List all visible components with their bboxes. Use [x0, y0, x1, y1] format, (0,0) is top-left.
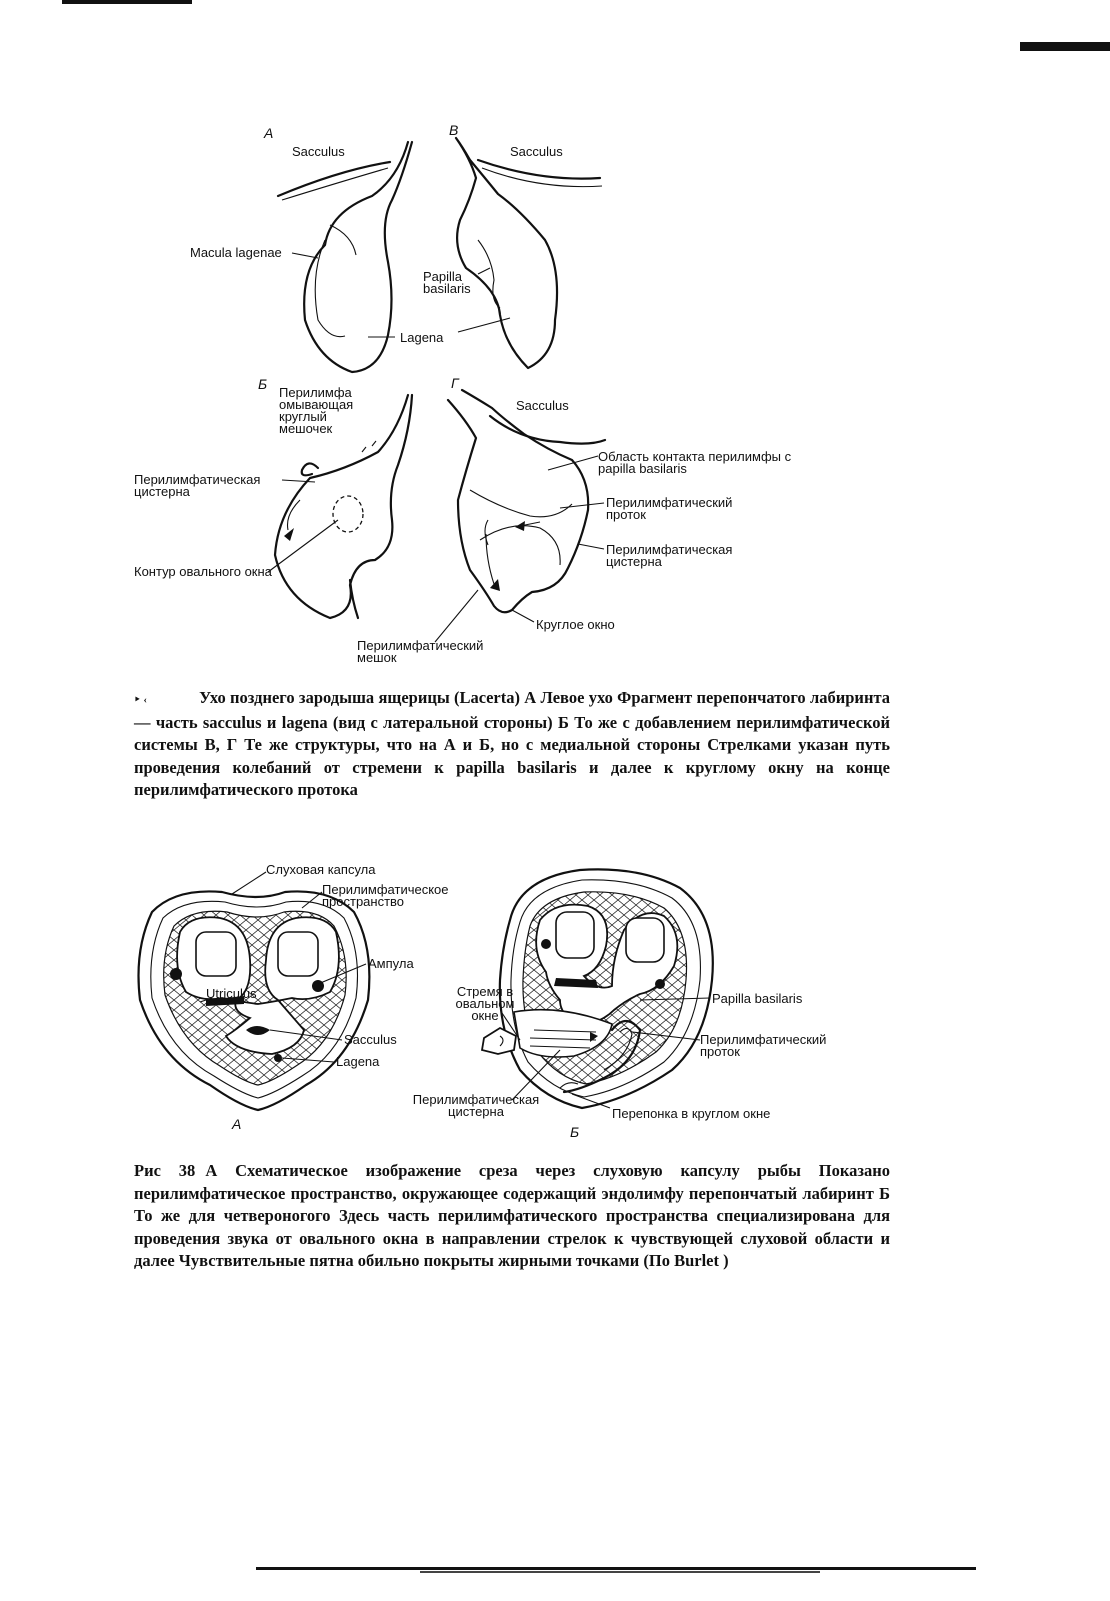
scan-edge-bottom-2 — [420, 1571, 820, 1573]
label-papilla-basilaris-2: Papilla basilaris — [712, 991, 803, 1006]
label-macula-lagenae: Macula lagenae — [190, 245, 282, 260]
label-ampulla: Ампула — [368, 956, 414, 971]
label-perilymph-sac: Перилимфатический мешок — [357, 638, 484, 665]
label-perilymph-duct-g: Перилимфатический проток — [606, 495, 733, 522]
label-round-window-membrane: Перепонка в круглом окне — [612, 1106, 771, 1121]
label-auditory-capsule: Слуховая капсула — [266, 862, 376, 877]
label-perilymph-cistern-b: Перилимфатическая цистерна — [134, 472, 261, 499]
panel-label-a-2: А — [232, 1116, 242, 1132]
figure-2-caption — [134, 1160, 890, 1273]
label-papilla-basilaris: Papilla basilaris — [423, 269, 471, 296]
label-utriculus: Utriculus — [206, 986, 257, 1001]
label-sacculus-g: Sacculus — [516, 398, 569, 413]
label-lagena: Lagena — [400, 330, 444, 345]
caption-1-marker: ‣ ‹ — [134, 694, 148, 706]
label-round-window: Круглое окно — [536, 617, 615, 632]
label-oval-window-outline: Контур овального окна — [134, 564, 272, 579]
label-sacculus: Sacculus — [344, 1032, 397, 1047]
caption-2-fig-no: Рис 38 — [134, 1161, 196, 1180]
panel-label-b-2: Б — [570, 1124, 580, 1140]
label-perilymph-cistern: Перилимфатическая цистерна — [412, 1092, 540, 1119]
label-perilymph-cistern-g: Перилимфатическая цистерна — [606, 542, 733, 569]
scan-edge-bottom — [256, 1567, 976, 1570]
label-perilymph-space: Перилимфатическое пространство — [322, 882, 449, 909]
panel-label-g: Г — [451, 375, 459, 391]
panel-label-a: A — [264, 125, 274, 141]
label-contact-area: Область контакта перилимфы с papilla basilaris — [598, 449, 792, 476]
label-stapes: Стремя в овальном окне — [455, 984, 515, 1023]
caption-2-text: А Схематическое изображение среза через слуховую капсулу рыбы Показано перилимфатическое пространство, окружающее содержащий эндолимфу перепончатый лабиринт Б То же для четвероногого Здесь часть перилимфатического пространства специализирована для проведения звука от овального окна в направлении стрелок к чувствующей слуховой области и далее Чувствительные пятна обильно покрыты жирными точками (По Burlet ) — [134, 1161, 890, 1270]
caption-1-text: Ухо позднего зародыша ящерицы (Lacerta) А Левое ухо Фрагмент перепончатого лабиринта — часть sacculus и lagena (вид с латеральной стороны) Б То же с добавлением перилимфатической системы В, Г Те же структуры, что на А и Б, но с медиальной стороны Стрелками указан путь проведения колебаний от стремени к papilla basilaris и далее к круглому окну на конце перилимфатического протока — [134, 688, 891, 799]
label-sacculus-a: Sacculus — [292, 144, 345, 159]
label-lagena: Lagena — [336, 1054, 380, 1069]
label-perilymph-bathing: Перилимфа омывающая круглый мешочек — [279, 385, 354, 436]
label-perilymph-duct: Перилимфатический проток — [700, 1032, 827, 1059]
panel-label-v: В — [449, 122, 459, 138]
panel-label-b: Б — [258, 376, 268, 392]
label-sacculus-v: Sacculus — [510, 144, 563, 159]
